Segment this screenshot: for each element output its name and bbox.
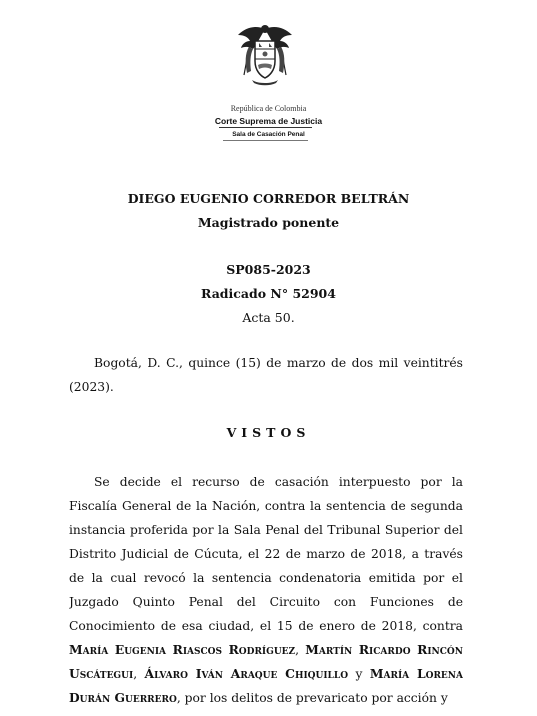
republic-label: República de Colombia bbox=[230, 104, 307, 113]
chamber-name: Sala de Casación Penal bbox=[232, 131, 305, 138]
body-tail: , por los delitos de prevaricato por acción y bbox=[176, 691, 448, 705]
date-line: Bogotá, D. C., quince (15) de marzo de dos mil veintitrés (2023). bbox=[69, 356, 463, 394]
separator: , bbox=[295, 643, 306, 657]
body-paragraph bbox=[69, 470, 463, 710]
defendant-name: Álvaro Iván Araque Chiquillo bbox=[144, 666, 349, 681]
body-intro: Se decide el recurso de casación interpuesto por la Fiscalía General de la Nación, contra la sentencia de segunda instancia proferida por la Sala Penal del Tribunal Superior del Distrito Judicial de Cúcuta, el 22 de marzo de 2018, a través de la cual revocó la sentencia condenatoria emitida por el Juzgado Quinto Penal del Circuito con Funciones de Conocimiento de esa ciudad, el 15 de enero de 2018, contra bbox=[69, 475, 463, 633]
header-divider bbox=[219, 127, 312, 128]
defendant-name: María Eugenia Riascos Rodríguez bbox=[69, 642, 296, 657]
section-heading: VISTOS bbox=[226, 425, 311, 440]
magistrate-role: Magistrado ponente bbox=[197, 215, 340, 230]
separator: , bbox=[133, 667, 145, 681]
court-name: Corte Suprema de Justicia bbox=[214, 116, 323, 126]
separator: y bbox=[348, 667, 370, 681]
defendant-name: Martín Ricardo Rincón Uscátegui bbox=[69, 642, 463, 681]
header-divider-secondary bbox=[223, 140, 308, 141]
defendant-name: María Lorena Durán Guerrero bbox=[69, 666, 463, 705]
magistrate-name: DIEGO EUGENIO CORREDOR BELTRÁN bbox=[127, 191, 410, 206]
acta-number: Acta 50. bbox=[242, 310, 295, 325]
radicado-number: Radicado N° 52904 bbox=[201, 286, 336, 301]
colombia-coat-of-arms-icon bbox=[236, 21, 294, 87]
sentence-code: SP085-2023 bbox=[226, 262, 311, 277]
